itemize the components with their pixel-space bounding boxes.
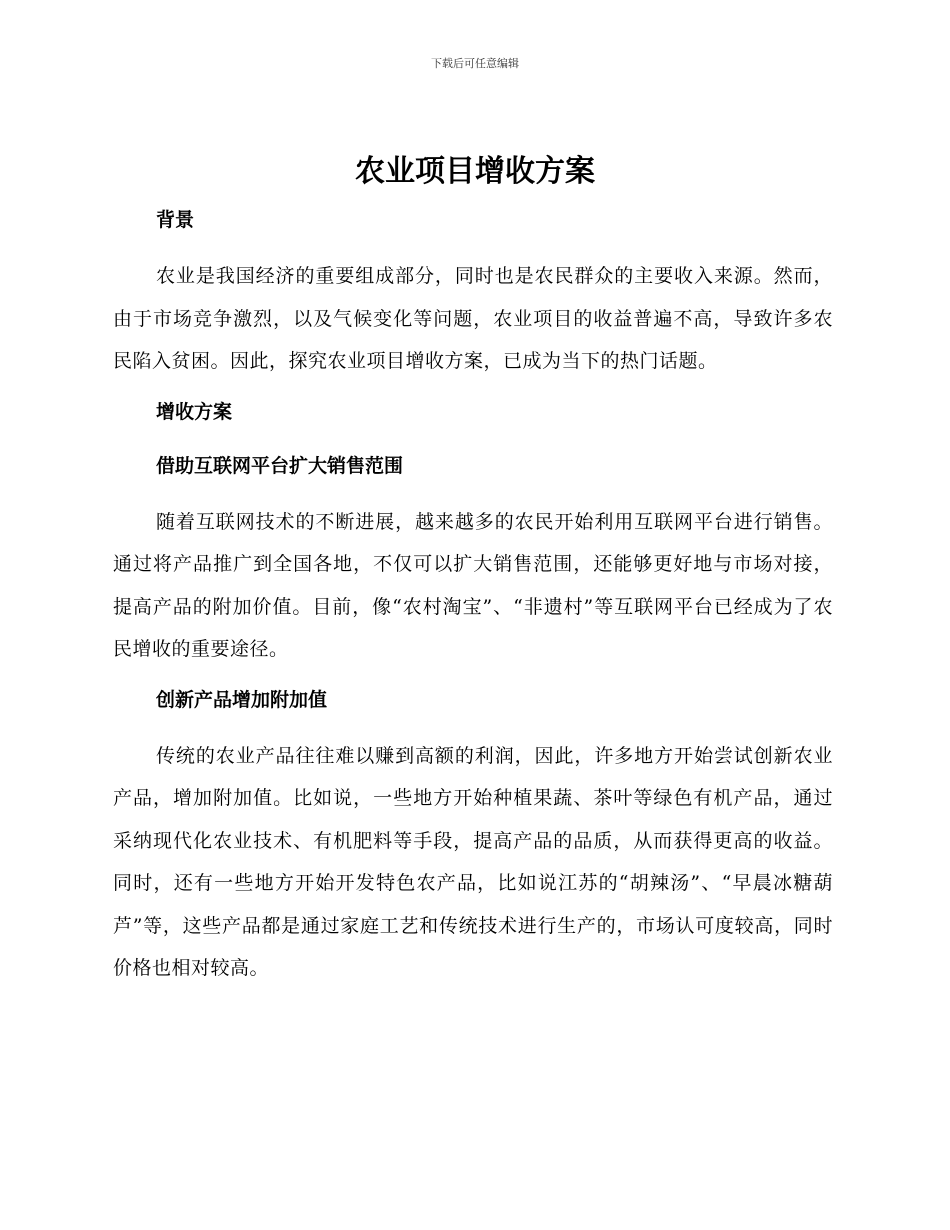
document-body — [113, 203, 833, 990]
section-heading-plan: 增收方案 — [156, 400, 233, 423]
paragraph-innovation: 传统的农业产品往往难以赚到高额的利润，因此，许多地方开始尝试创新农业产品，增加附加值。比如说，一些地方开始种植果蔬、茶叶等绿色有机产品，通过采纳现代化农业技术、有机肥料等手段，提高产品的品质，从而获得更高的收益。同时，还有一些地方开始开发特色农产品，比如说江苏的“胡辣汤”、“早晨冰糖葫芦”等，这些产品都是通过家庭工艺和传统技术进行生产的，市场认可度较高，同时价格也相对较高。 — [113, 744, 833, 979]
header-note: 下载后可任意编辑 — [431, 57, 519, 70]
paragraph-background: 农业是我国经济的重要组成部分，同时也是农民群众的主要收入来源。然而，由于市场竞争激烈，以及气候变化等问题，农业项目的收益普遍不高，导致许多农民陷入贫困。因此，探究农业项目增收方案，已成为当下的热门话题。 — [113, 265, 833, 372]
page-title: 农业项目增收方案 — [355, 154, 595, 189]
section-heading-background: 背景 — [156, 209, 195, 231]
paragraph-internet: 随着互联网技术的不断进展，越来越多的农民开始利用互联网平台进行销售。通过将产品推广到全国各地，不仅可以扩大销售范围，还能够更好地与市场对接，提高产品的附加价值。目前，像“农村淘宝”、“非遗村”等互联网平台已经成为了农民增收的重要途径。 — [113, 510, 833, 660]
subsection-heading-internet: 借助互联网平台扩大销售范围 — [156, 454, 404, 477]
subsection-heading-innovation: 创新产品增加附加值 — [156, 688, 328, 711]
